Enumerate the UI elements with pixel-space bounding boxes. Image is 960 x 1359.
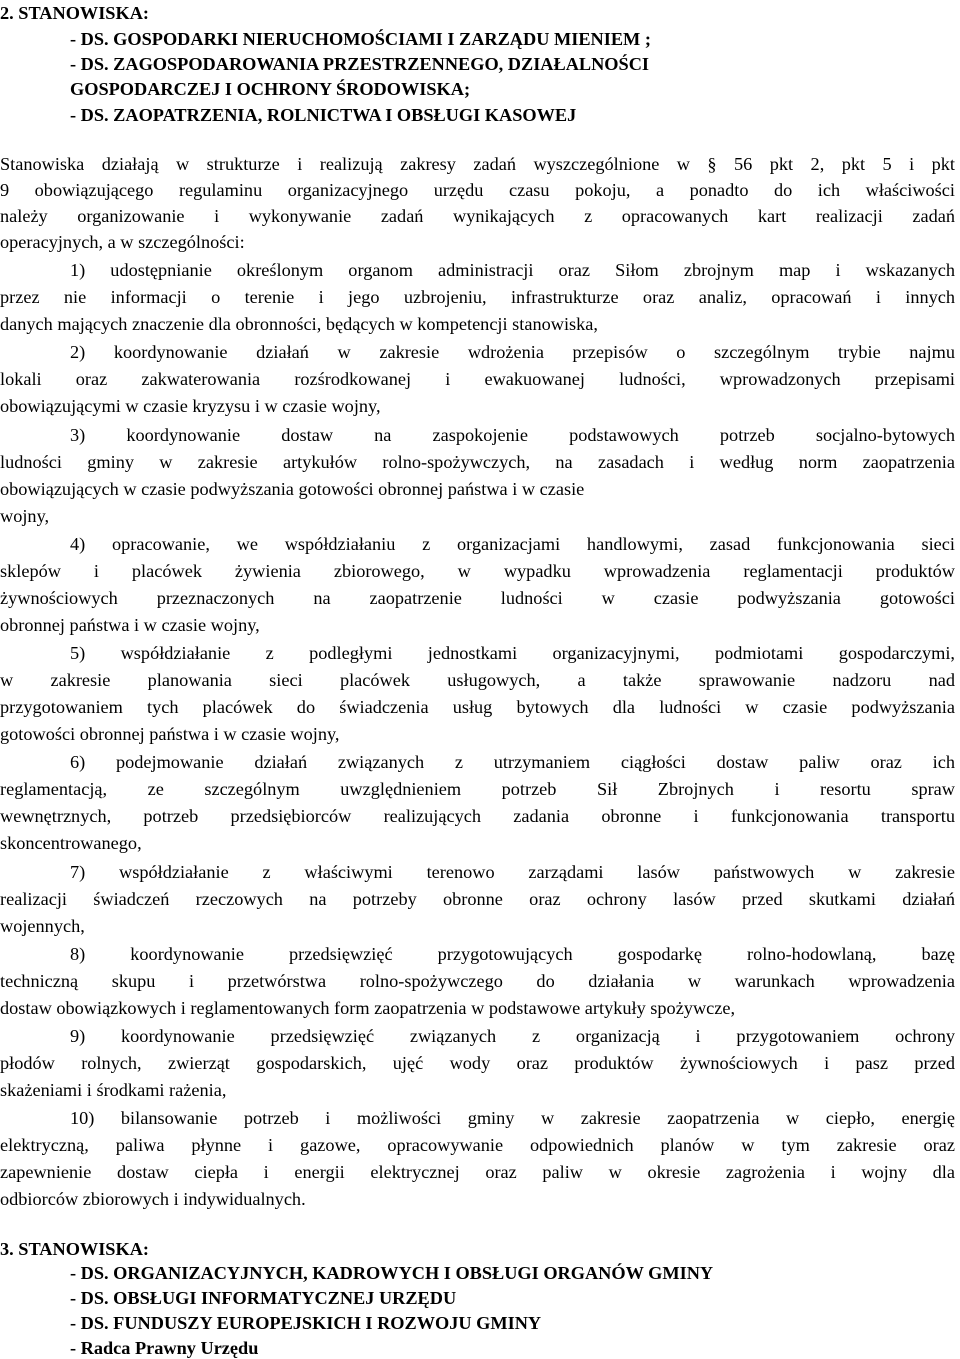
list-item-line: dostaw obowiązkowych i reglamentowanych form zaopatrzenia w podstawowe artykuły spożywcze, xyxy=(0,998,736,1018)
list-item-line: wojny, xyxy=(0,506,50,526)
list-item-first-line: 2) koordynowanie działań w zakresie wdrożenia przepisów o szczególnym trybie najmu xyxy=(70,342,955,362)
unit-name: GOSPODARCZEJ I OCHRONY ŚRODOWISKA; xyxy=(70,79,471,99)
section-2-heading: 2. STANOWISKA: xyxy=(0,3,149,23)
intro-line: Stanowiska działają w strukturze i realizują zakresy zadań wyszczególnione w § 56 pkt 2, pkt 5 i pkt xyxy=(0,154,955,174)
list-item-line: lokali oraz zakwaterowania rozśrodkowanej i ewakuowanej ludności, wprowadzonych przepisami xyxy=(0,369,955,389)
list-item-first-line: 9) koordynowanie przedsięwzięć związanych z organizacją i przygotowaniem ochrony xyxy=(70,1026,955,1046)
list-item-line: danych mających znaczenie dla obronności, będących w kompetencji stanowiska, xyxy=(0,314,598,334)
list-item-line: odbiorców zbiorowych i indywidualnych. xyxy=(0,1189,306,1209)
list-item-line: ludności gminy w zakresie artykułów rolno-spożywczych, na zasadach i według norm zaopatrzenia xyxy=(0,452,955,472)
list-item-line: przygotowaniem tych placówek do świadczenia usług bytowych dla ludności w czasie podwyższania xyxy=(0,697,955,717)
list-item-first-line: 4) opracowanie, we współdziałaniu z organizacjami handlowymi, zasad funkcjonowania sieci xyxy=(70,534,955,554)
intro-line: 9 obowiązującego regulaminu organizacyjnego urzędu czasu pokoju, a ponadto do ich właściwości xyxy=(0,180,955,200)
unit-name: - DS. ZAOPATRZENIA, ROLNICTWA I OBSŁUGI KASOWEJ xyxy=(70,105,577,125)
list-item-line: obronnej państwa i w czasie wojny, xyxy=(0,615,260,635)
unit-name: - DS. ORGANIZACYJNYCH, KADROWYCH I OBSŁUGI ORGANÓW GMINY xyxy=(70,1263,714,1283)
list-item-first-line: 8) koordynowanie przedsięwzięć przygotowujących gospodarkę rolno-hodowlaną, bazę xyxy=(70,944,955,964)
list-item-first-line: 7) współdziałanie z właściwymi terenowo zarządami lasów państwowych w zakresie xyxy=(70,862,955,882)
list-item-line: żywnościowych przeznaczonych na zaopatrzenie ludności w czasie podwyższania gotowości xyxy=(0,588,955,608)
list-item-line: elektryczną, paliwa płynne i gazowe, opracowywanie odpowiednich planów w tym zakresie oraz xyxy=(0,1135,955,1155)
list-item-line: zapewnienie dostaw ciepła i energii elektrycznej oraz paliw w okresie zagrożenia i wojny dla xyxy=(0,1162,955,1182)
list-item-first-line: 1) udostępnianie określonym organom administracji oraz Siłom zbrojnym map i wskazanych xyxy=(70,260,955,280)
list-item-first-line: 5) współdziałanie z podległymi jednostkami organizacyjnymi, podmiotami gospodarczymi, xyxy=(70,643,955,663)
unit-name: - DS. ZAGOSPODAROWANIA PRZESTRZENNEGO, DZIAŁALNOŚCI xyxy=(70,54,650,74)
list-item-line: techniczną skupu i przetwórstwa rolno-spożywczego do działania w warunkach wprowadzenia xyxy=(0,971,955,991)
list-item-line: obowiązującymi w czasie kryzysu i w czasie wojny, xyxy=(0,396,381,416)
intro-line: operacyjnych, a w szczególności: xyxy=(0,232,245,252)
intro-line: należy organizowanie i wykonywanie zadań wynikających z opracowanych kart realizacji zadań xyxy=(0,206,955,226)
list-item-line: reglamentacją, ze szczególnym uwzględnieniem potrzeb Sił Zbrojnych i resortu spraw xyxy=(0,779,955,799)
unit-name: - Radca Prawny Urzędu xyxy=(70,1338,259,1358)
list-item-line: realizacji świadczeń rzeczowych na potrzeby obronne oraz ochrony lasów przed skutkami działań xyxy=(0,889,955,909)
list-item-line: skażeniami i środkami rażenia, xyxy=(0,1080,227,1100)
list-item-line: wojennych, xyxy=(0,916,85,936)
unit-name: - DS. OBSŁUGI INFORMATYCZNEJ URZĘDU xyxy=(70,1288,457,1308)
list-item-line: sklepów i placówek żywienia zbiorowego, w wypadku wprowadzenia reglamentacji produktów xyxy=(0,561,955,581)
list-item-line: przez nie informacji o terenie i jego uzbrojeniu, infrastrukturze oraz analiz, opracowań i innych xyxy=(0,287,955,307)
list-item-line: w zakresie planowania sieci placówek usługowych, a także sprawowanie nadzoru nad xyxy=(0,670,955,690)
list-item-line: płodów rolnych, zwierząt gospodarskich, ujęć wody oraz produktów żywnościowych i pasz przed xyxy=(0,1053,955,1073)
list-item-line: obowiązujących w czasie podwyższania gotowości obronnej państwa i w czasie xyxy=(0,479,585,499)
list-item-first-line: 6) podejmowanie działań związanych z utrzymaniem ciągłości dostaw paliw oraz ich xyxy=(70,752,955,772)
list-item-first-line: 10) bilansowanie potrzeb i możliwości gminy w zakresie zaopatrzenia w ciepło, energię xyxy=(70,1108,955,1128)
unit-name: - DS. GOSPODARKI NIERUCHOMOŚCIAMI I ZARZĄDU MIENIEM ; xyxy=(70,29,651,49)
unit-name: - DS. FUNDUSZY EUROPEJSKICH I ROZWOJU GMINY xyxy=(70,1313,542,1333)
list-item-line: skoncentrowanego, xyxy=(0,833,142,853)
list-item-line: gotowości obronnej państwa i w czasie wojny, xyxy=(0,724,340,744)
section-3-heading: 3. STANOWISKA: xyxy=(0,1239,149,1259)
list-item-line: wewnętrznych, potrzeb przedsiębiorców realizujących zadania obronne i funkcjonowania transportu xyxy=(0,806,955,826)
list-item-first-line: 3) koordynowanie dostaw na zaspokojenie podstawowych potrzeb socjalno-bytowych xyxy=(70,425,955,445)
